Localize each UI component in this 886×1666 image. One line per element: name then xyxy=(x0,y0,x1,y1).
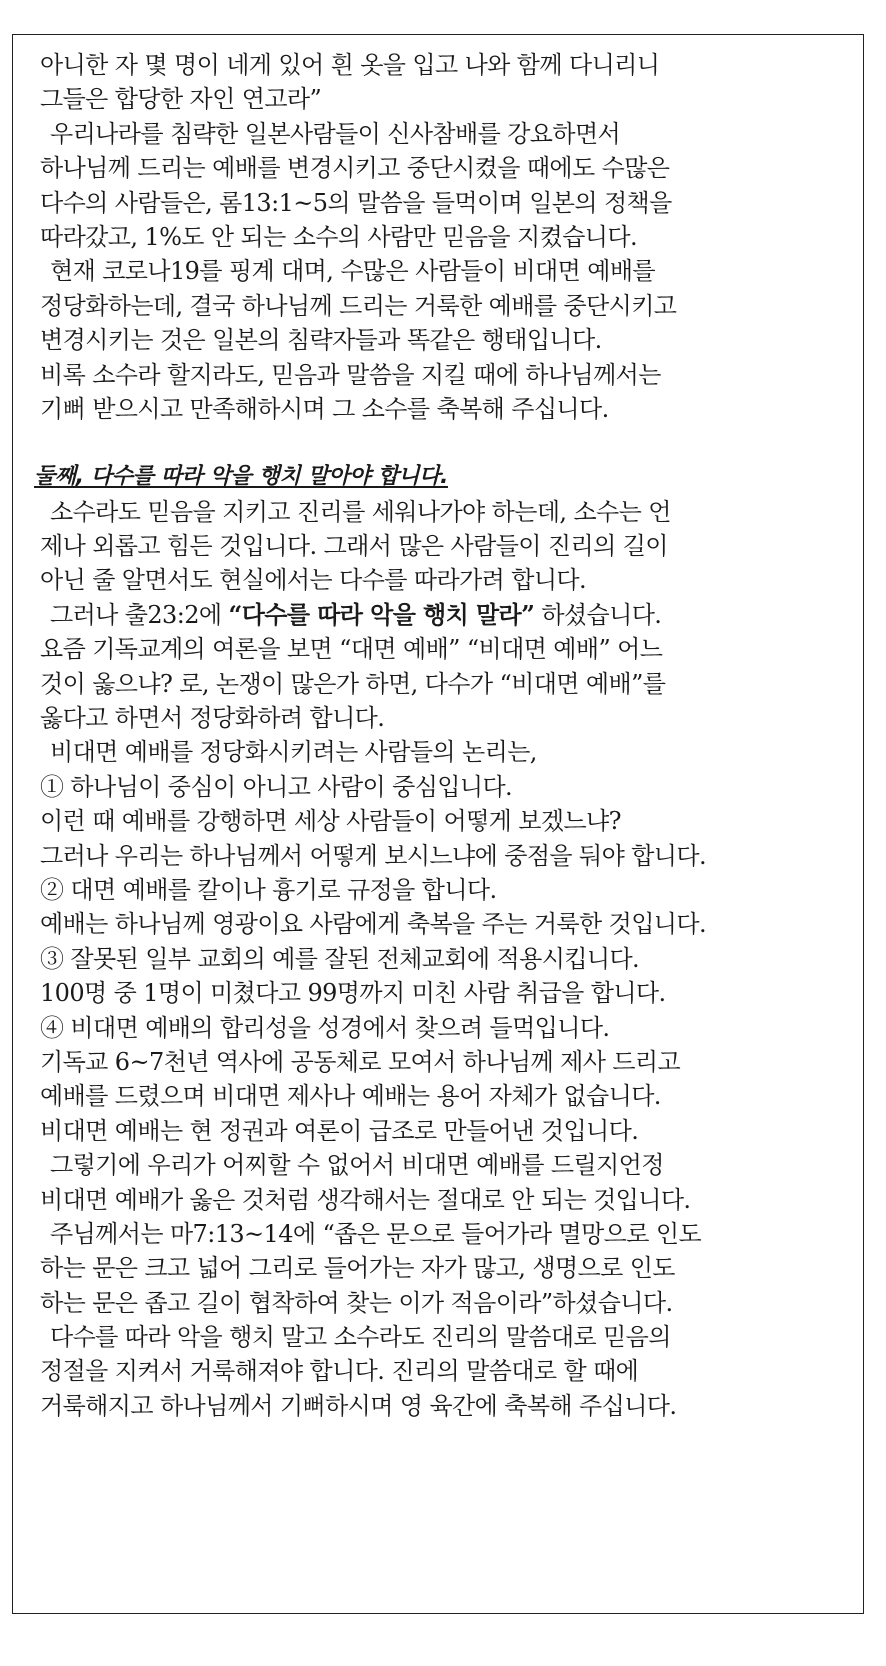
sermon-text-block xyxy=(34,48,848,1423)
text-line: 정당화하는데, 결국 하나님께 드리는 거룩한 예배를 중단시키고 xyxy=(40,291,677,320)
text-line: 정절을 지켜서 거룩해져야 합니다. 진리의 말씀대로 할 때에 xyxy=(40,1357,639,1386)
text-line: 예배를 드렸으며 비대면 제사나 예배는 용어 자체가 없습니다. xyxy=(40,1082,661,1111)
text-line: 아니한 자 몇 명이 네게 있어 흰 옷을 입고 나와 함께 다니리니 xyxy=(40,51,660,79)
list-item-1: ① 하나님이 중심이 아니고 사람이 중심입니다. xyxy=(40,772,513,801)
text-line: 비록 소수라 할지라도, 믿음과 말씀을 지킬 때에 하나님께서는 xyxy=(40,360,661,389)
text-line: 기뻐 받으시고 만족해하시며 그 소수를 축복해 주십니다. xyxy=(40,394,609,423)
text-line: 우리나라를 침략한 일본사람들이 신사참배를 강요하면서 xyxy=(50,119,621,148)
text-line: 다수를 따라 악을 행치 말고 소수라도 진리의 말씀대로 믿음의 xyxy=(50,1323,671,1352)
text-line: 비대면 예배를 정당화시키려는 사람들의 논리는, xyxy=(50,738,537,767)
list-item-2: ② 대면 예배를 칼이나 흉기로 규정을 합니다. xyxy=(40,875,497,904)
text-line: 거룩해지고 하나님께서 기뻐하시며 영 육간에 축복해 주십니다. xyxy=(40,1391,677,1420)
quote-line xyxy=(40,598,848,632)
text-line: 소수라도 믿음을 지키고 진리를 세워나가야 하는데, 소수는 언 xyxy=(50,497,671,526)
text-line: 옳다고 하면서 정당화하려 합니다. xyxy=(40,704,385,733)
text-line: 다수의 사람들은, 롬13:1~5의 말씀을 들먹이며 일본의 정책을 xyxy=(40,188,672,217)
text-line: 아닌 줄 알면서도 현실에서는 다수를 따라가려 합니다. xyxy=(40,566,587,595)
text-line: 이런 때 예배를 강행하면 세상 사람들이 어떻게 보겠느냐? xyxy=(40,807,621,836)
quote-line-before: 그러나 출23:2에 xyxy=(50,600,229,629)
text-line: 그러나 우리는 하나님께서 어떻게 보시느냐에 중점을 둬야 합니다. xyxy=(40,841,706,870)
text-line: 변경시키는 것은 일본의 침략자들과 똑같은 행태입니다. xyxy=(40,326,602,355)
text-line: 기독교 6~7천년 역사에 공동체로 모여서 하나님께 제사 드리고 xyxy=(40,1047,681,1076)
text-line: 예배는 하나님께 영광이요 사람에게 축복을 주는 거룩한 것입니다. xyxy=(40,910,706,939)
text-line: 주님께서는 마7:13~14에 “좁은 문으로 들어가라 멸망으로 인도 xyxy=(50,1219,702,1248)
text-line: 따라갔고, 1%도 안 되는 소수의 사람만 믿음을 지켰습니다. xyxy=(40,222,637,251)
list-item-4: ④ 비대면 예배의 합리성을 성경에서 찾으려 들먹입니다. xyxy=(40,1013,610,1042)
text-line: 하나님께 드리는 예배를 변경시키고 중단시켰을 때에도 수많은 xyxy=(40,154,670,183)
text-line: 요즘 기독교계의 여론을 보면 “대면 예배” “비대면 예배” 어느 xyxy=(40,635,663,664)
text-line: 제나 외롭고 힘든 것입니다. 그래서 많은 사람들이 진리의 길이 xyxy=(40,532,668,561)
text-line: 그들은 합당한 자인 연고라” xyxy=(40,85,322,114)
bible-quote-emphasis: “다수를 따라 악을 행치 말라” xyxy=(228,599,535,629)
text-line: 하는 문은 좁고 길이 협착하여 찾는 이가 적음이라”하셨습니다. xyxy=(40,1288,673,1317)
section-heading: 둘째, 다수를 따라 악을 행치 말아야 합니다. xyxy=(34,464,448,490)
text-line: 것이 옳으냐? 로, 논쟁이 많은가 하면, 다수가 “비대면 예배”를 xyxy=(40,669,666,698)
text-line: 비대면 예배가 옳은 것처럼 생각해서는 절대로 안 되는 것입니다. xyxy=(40,1185,691,1214)
text-line: 비대면 예배는 현 정권과 여론이 급조로 만들어낸 것입니다. xyxy=(40,1116,639,1145)
quote-line-after: 하셨습니다. xyxy=(534,600,662,629)
blank-line xyxy=(40,426,848,460)
text-line: 현재 코로나19를 핑계 대며, 수많은 사람들이 비대면 예배를 xyxy=(50,257,656,286)
text-line: 하는 문은 크고 넓어 그리로 들어가는 자가 많고, 생명으로 인도 xyxy=(40,1254,675,1283)
list-item-3: ③ 잘못된 일부 교회의 예를 잘된 전체교회에 적용시킵니다. xyxy=(40,944,640,973)
text-line: 100명 중 1명이 미쳤다고 99명까지 미친 사람 취급을 합니다. xyxy=(40,979,666,1008)
text-line: 그렇기에 우리가 어찌할 수 없어서 비대면 예배를 드릴지언정 xyxy=(50,1151,664,1180)
